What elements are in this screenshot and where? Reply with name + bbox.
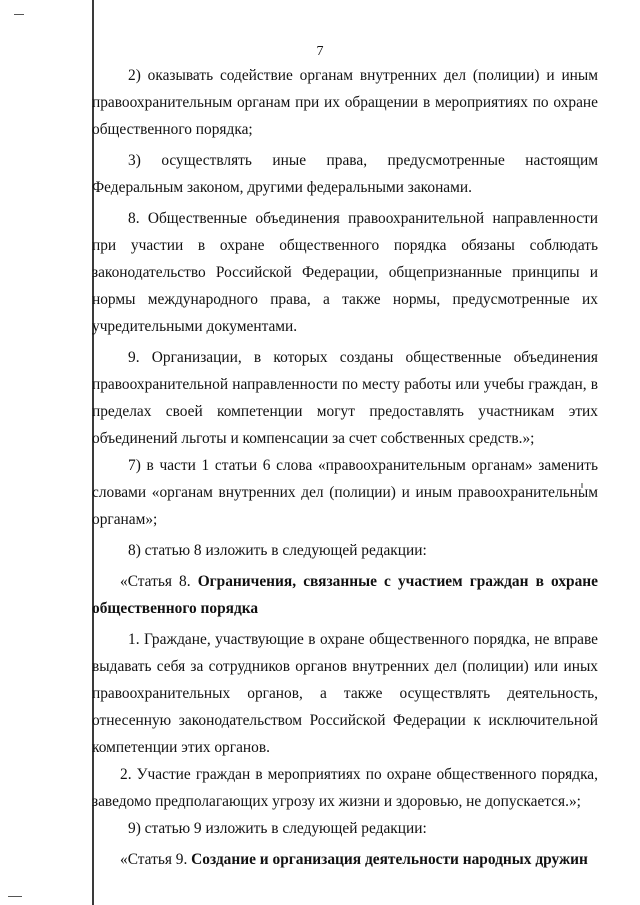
paragraph-amendment-7: 7) в части 1 статьи 6 слова «правоохранительным органам» заменить словами «органам внутренних дел (полиции) и иным правоохранительным органам»; (92, 457, 598, 528)
paragraph-item-9: 9. Организации, в которых созданы общественные объединения правоохранительной направленности по месту работы или учебы граждан, в пределах своей компетенции могут предоставлять участникам этих объединений льготы и компенсации за счет собственных средств.»; (92, 349, 598, 447)
article-8-heading (92, 568, 598, 622)
paragraph-2: 2) оказывать содействие органам внутренних дел (полиции) и иным правоохранительным органам при их обращении в мероприятиях по охране общественного порядка; (92, 67, 598, 138)
scan-corner-mark (8, 896, 22, 897)
article-8-title: Ограничения, связанные с участием граждан в охране общественного порядка (92, 573, 598, 617)
article-8-prefix: «Статья 8. (120, 573, 198, 590)
article-8-part-1: 1. Граждане, участвующие в охране общественного порядка, не вправе выдавать себя за сотрудников органов внутренних дел (полиции) или иных правоохранительных органов, а также осуществлять деятельность, отнесенную законодательством Российской Федерации к исключительной компетенции этих органов. (92, 631, 598, 756)
document-body (92, 62, 598, 873)
paragraph-item-8: 8. Общественные объединения правоохранительной направленности при участии в охране общественного порядка обязаны соблюдать законодательство Российской Федерации, общепризнанные принципы и нормы международного права, а также нормы, предусмотренные их учредительными документами. (92, 210, 598, 335)
paragraph-amendment-8: 8) статью 8 изложить в следующей редакции: (128, 542, 427, 559)
paragraph-3: 3) осуществлять иные права, предусмотренные настоящим Федеральным законом, другими федеральными законами. (92, 152, 598, 196)
paragraph-amendment-9: 9) статью 9 изложить в следующей редакции: (128, 820, 427, 837)
article-9-title: Создание и организация деятельности народных дружин (191, 851, 588, 868)
article-9-prefix: «Статья 9. (120, 851, 192, 868)
page-number: 7 (316, 44, 324, 59)
article-9-heading (92, 846, 598, 873)
article-8-part-2: 2. Участие граждан в мероприятиях по охране общественного порядка, заведомо предполагающих угрозу их жизни и здоровью, не допускается.»; (92, 766, 598, 810)
scan-corner-mark (14, 14, 24, 15)
